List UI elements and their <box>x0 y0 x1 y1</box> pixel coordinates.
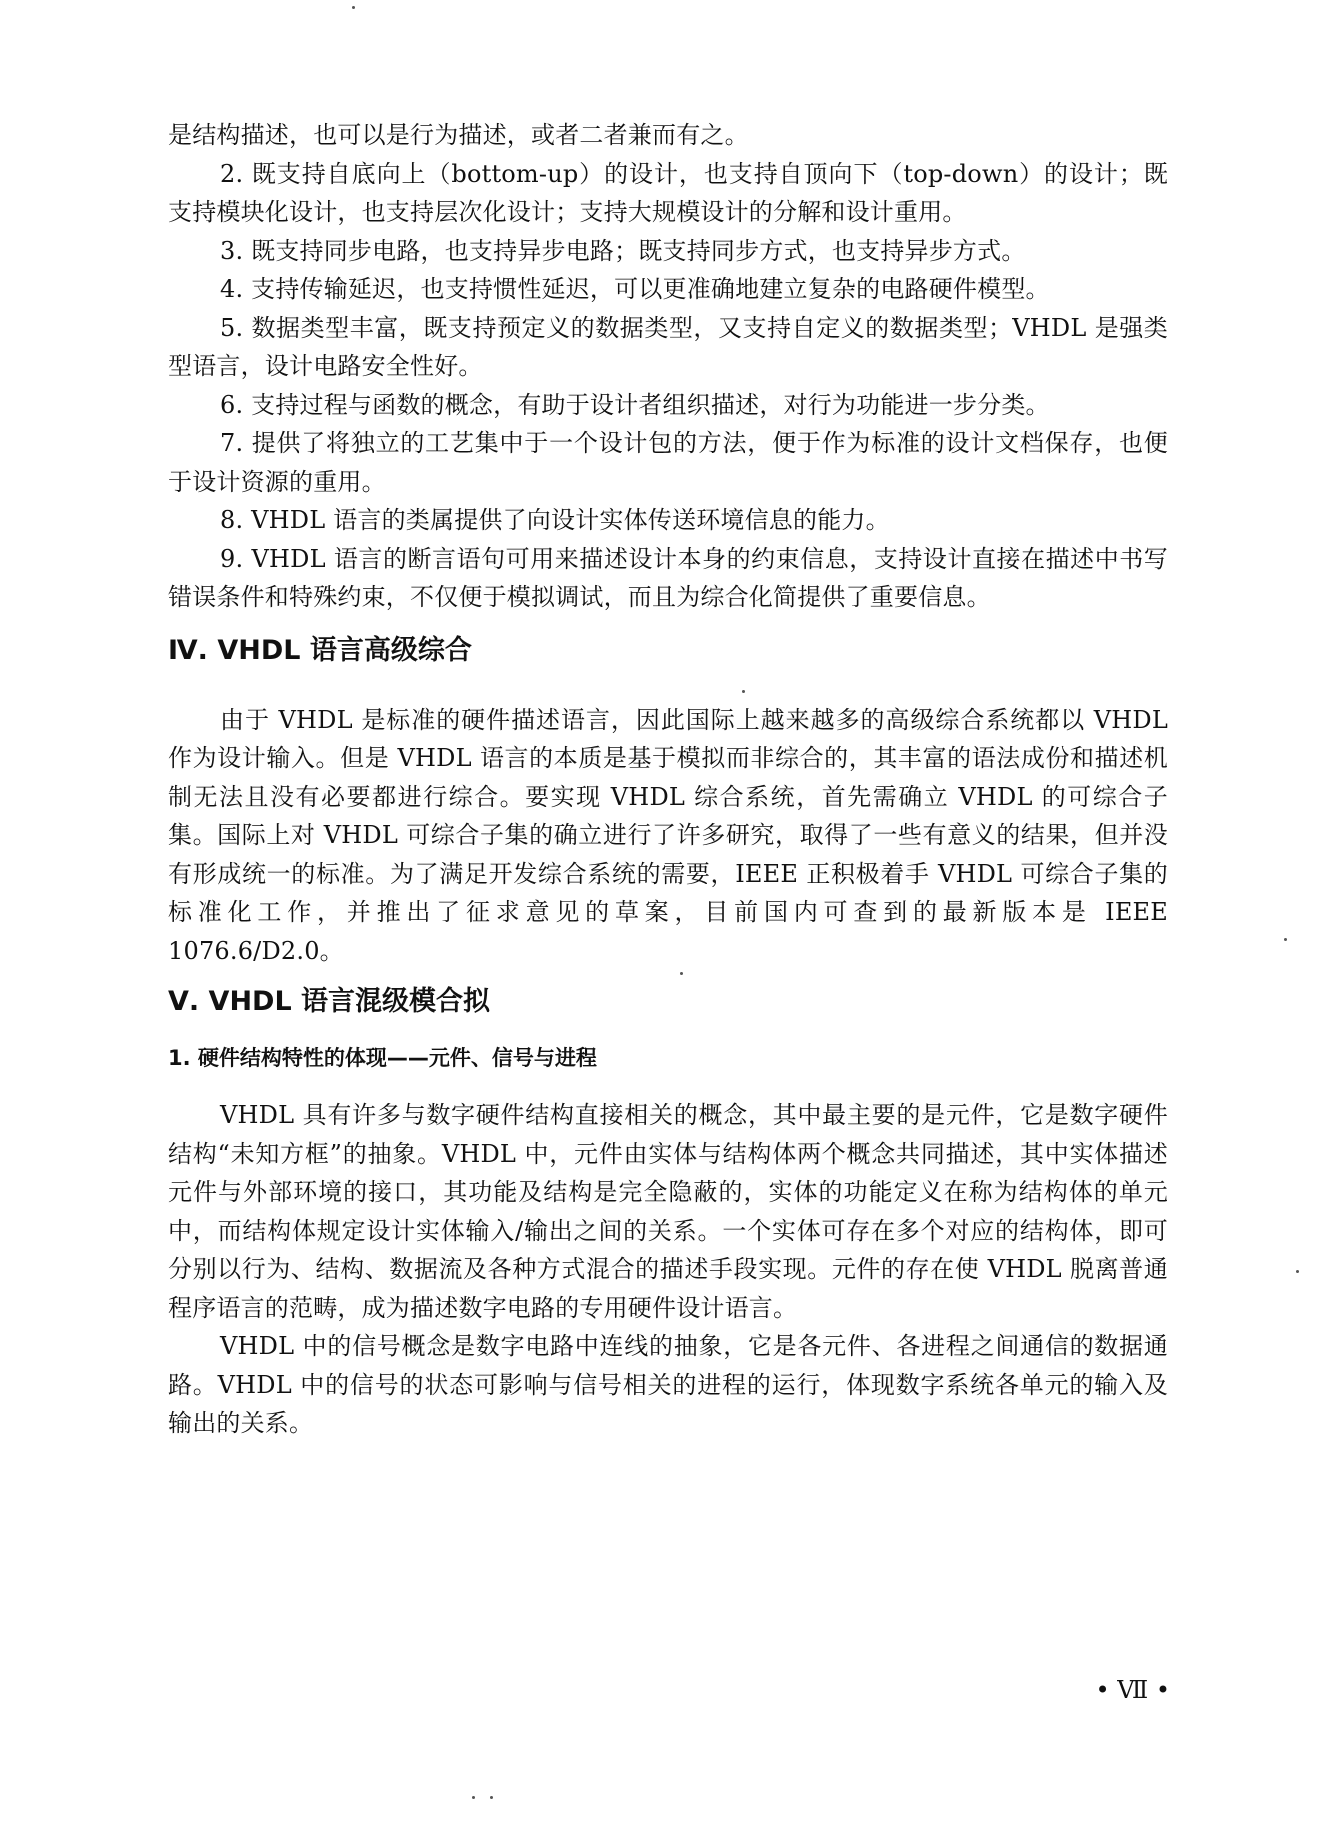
page-number: • Ⅶ • <box>1095 1676 1170 1704</box>
scan-speck <box>352 6 355 9</box>
section-v-paragraph-2: VHDL 中的信号概念是数字电路中连线的抽象，它是各元件、各进程之间通信的数据通路。VHDL 中的信号的状态可影响与信号相关的进程的运行，体现数字系统各单元的输入及输出的关系。 <box>168 1332 1168 1437</box>
list-item-3: 3. 既支持同步电路，也支持异步电路；既支持同步方式，也支持异步方式。 <box>220 236 1026 265</box>
list-item-4: 4. 支持传输延迟，也支持惯性延迟，可以更准确地建立复杂的电路硬件模型。 <box>220 275 1050 303</box>
section-iv-paragraph: 由于 VHDL 是标准的硬件描述语言，因此国际上越来越多的高级综合系统都以 VHDL 作为设计输入。但是 VHDL 语言的本质是基于模拟而非综合的，其丰富的语法成份和描述机制无法且没有必要都进行综合。要实现 VHDL 综合系统，首先需确立 VHDL 的可综合子集。国际上对 VHDL 可综合子集的确立进行了许多研究，取得了一些有意义的结果，但并没有形成统一的标准。为了满足开发综合系统的需要，IEEE 正积极着手 VHDL 可综合子集的标准化工作，并推出了征求意见的草案，目前国内可查到的最新版本是 IEEE 1076.6/D2.0。 <box>168 705 1168 965</box>
scan-speck <box>1296 1270 1299 1273</box>
list-item-2: 2. 既支持自底向上（bottom-up）的设计，也支持自顶向下（top-down）的设计；既支持模块化设计，也支持层次化设计；支持大规模设计的分解和设计重用。 <box>168 159 1168 226</box>
section-v-paragraph-1: VHDL 具有许多与数字硬件结构直接相关的概念，其中最主要的是元件，它是数字硬件结构“未知方框”的抽象。VHDL 中，元件由实体与结构体两个概念共同描述，其中实体描述元件与外部环境的接口，其功能及结构是完全隐蔽的，实体的功能定义在称为结构体的单元中，而结构体规定设计实体输入/输出之间的关系。一个实体可存在多个对应的结构体，即可分别以行为、结构、数据流及各种方式混合的描述手段实现。元件的存在使 VHDL 脱离普通程序语言的范畴，成为描述数字电路的专用硬件设计语言。 <box>168 1101 1168 1322</box>
list-item-7: 7. 提供了将独立的工艺集中于一个设计包的方法，便于作为标准的设计文档保存，也便于设计资源的重用。 <box>168 429 1168 496</box>
section-heading-v: Ⅴ. VHDL 语言混级模合拟 <box>168 986 491 1017</box>
subsection-heading-1: 1. 硬件结构特性的体现——元件、信号与进程 <box>168 1046 597 1070</box>
scan-speck <box>490 1796 493 1799</box>
spacer <box>168 970 1168 982</box>
spacer <box>168 671 1168 701</box>
scan-speck <box>1284 938 1287 941</box>
page-content <box>168 116 1168 1443</box>
list-item-8: 8. VHDL 语言的类属提供了向设计实体传送环境信息的能力。 <box>220 506 890 534</box>
continued-paragraph: 是结构描述，也可以是行为描述，或者二者兼而有之。 <box>168 121 749 149</box>
list-item-5: 5. 数据类型丰富，既支持预定义的数据类型，又支持自定义的数据类型；VHDL 是强类型语言，设计电路安全性好。 <box>168 313 1168 380</box>
scan-speck <box>472 1796 475 1799</box>
spacer <box>168 1074 1168 1096</box>
section-heading-iv: Ⅳ. VHDL 语言高级综合 <box>168 634 472 666</box>
list-item-6: 6. 支持过程与函数的概念，有助于设计者组织描述，对行为功能进一步分类。 <box>220 390 1050 419</box>
spacer <box>168 1022 1168 1042</box>
spacer <box>168 617 1168 631</box>
list-item-9: 9. VHDL 语言的断言语句可用来描述设计本身的约束信息，支持设计直接在描述中书写错误条件和特殊约束，不仅便于模拟调试，而且为综合化简提供了重要信息。 <box>168 544 1168 611</box>
